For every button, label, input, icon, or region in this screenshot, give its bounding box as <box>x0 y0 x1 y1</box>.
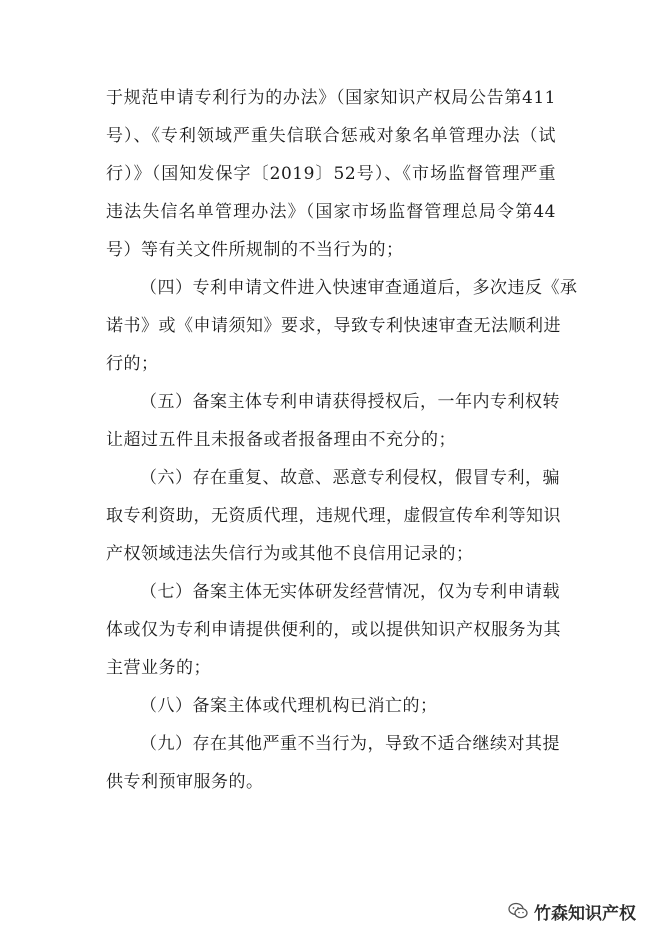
text-line: 主营业务的； <box>106 658 211 678</box>
paragraph-item-6: （六）存在重复、故意、恶意专利侵权，假冒专利，骗 <box>140 468 560 488</box>
text-line: 于规范申请专利行为的办法》（国家知识产权局公告第411 <box>106 88 556 108</box>
text-line: 让超过五件且未报备或者报备理由不充分的； <box>106 430 456 450</box>
text-line: 行的； <box>106 354 159 374</box>
text-line: 产权领域违法失信行为或其他不良信用记录的； <box>106 544 474 564</box>
paragraph-item-9: （九）存在其他严重不当行为，导致不适合继续对其提 <box>140 734 560 754</box>
text-line: 违法失信名单管理办法》（国家市场监督管理总局令第44 <box>106 202 556 222</box>
wechat-icon <box>508 902 528 920</box>
paragraph-item-8: （八）备案主体或代理机构已消亡的； <box>140 696 438 716</box>
text-line: 供专利预审服务的。 <box>106 772 264 792</box>
watermark-text: 竹森知识产权 <box>534 903 636 924</box>
text-line: 行）》（国知发保字〔2019〕52号）、《市场监督管理严重 <box>106 164 556 184</box>
text-line: 体或仅为专利申请提供便利的，或以提供知识产权服务为其 <box>106 620 561 640</box>
text-line: 号）等有关文件所规制的不当行为的； <box>106 240 404 260</box>
text-line: 诺书》或《申请须知》要求，导致专利快速审查无法顺利进 <box>106 316 561 336</box>
paragraph-item-5: （五）备案主体专利申请获得授权后，一年内专利权转 <box>140 392 560 412</box>
text-line: 号）、《专利领域严重失信联合惩戒对象名单管理办法（试 <box>106 126 556 146</box>
paragraph-item-4: （四）专利申请文件进入快速审查通道后，多次违反《承 <box>140 278 578 298</box>
text-line: 取专利资助，无资质代理，违规代理，虚假宣传牟利等知识 <box>106 506 561 526</box>
watermark <box>508 899 636 923</box>
paragraph-item-7: （七）备案主体无实体研发经营情况，仅为专利申请载 <box>140 582 560 602</box>
